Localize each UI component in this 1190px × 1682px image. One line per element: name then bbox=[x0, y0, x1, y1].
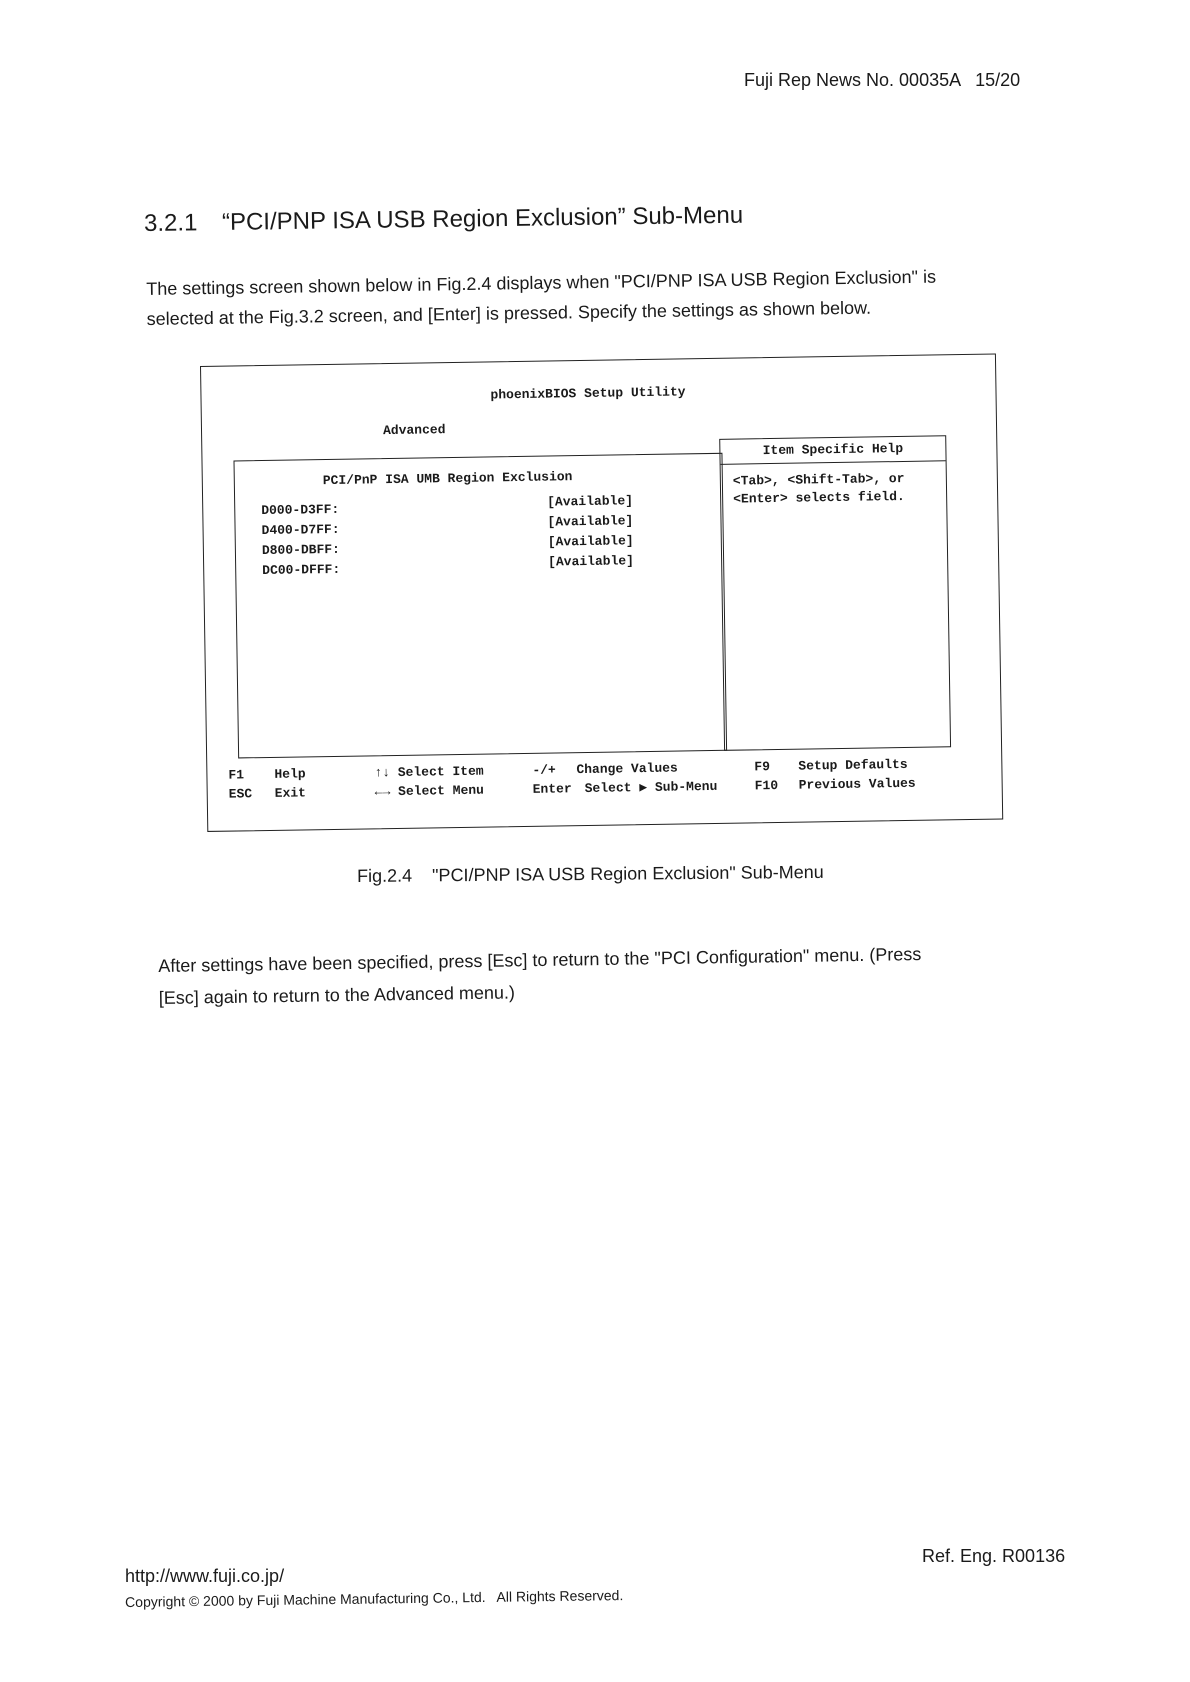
key-f10: F10 bbox=[754, 777, 779, 794]
bios-screen-figure bbox=[200, 353, 1003, 831]
bios-help-panel bbox=[719, 435, 951, 751]
after-line-1: After settings have been specified, press [Esc] to return to the "PCI Configuration" menu. (Press bbox=[158, 944, 922, 976]
key-f1: F1 bbox=[228, 767, 245, 783]
footer-url-link[interactable]: http://www.fuji.co.jp/ bbox=[125, 1566, 285, 1586]
intro-paragraph bbox=[146, 260, 1047, 334]
after-line-2: [Esc] again to return to the Advanced menu.) bbox=[158, 982, 516, 1008]
key-select-menu: ←→ Select Menu bbox=[374, 782, 485, 800]
region-row-label: D800-DBFF: bbox=[261, 541, 341, 559]
key-esc: ESC bbox=[228, 786, 253, 802]
help-panel-title: Item Specific Help bbox=[720, 436, 945, 465]
key-plus-minus-label: Change Values bbox=[576, 760, 678, 778]
figure-caption: Fig.2.4 "PCI/PNP ISA USB Region Exclusion" Sub-Menu bbox=[357, 861, 824, 886]
key-f9-label: Setup Defaults bbox=[798, 756, 908, 774]
region-row-label: DC00-DFFF: bbox=[262, 561, 341, 579]
key-f10-label: Previous Values bbox=[798, 775, 916, 793]
key-f1-label: Help bbox=[274, 766, 306, 782]
section-title: “PCI/PNP ISA USB Region Exclusion” Sub-Menu bbox=[221, 201, 744, 236]
bios-tab-advanced: Advanced bbox=[382, 422, 446, 439]
section-number: 3.2.1 bbox=[143, 209, 198, 237]
footer-copyright: Copyright © 2000 by Fuji Machine Manufacturing Co., Ltd. All Rights Reserved. bbox=[125, 1587, 624, 1610]
region-row-value: [Available] bbox=[547, 533, 634, 550]
region-row-label: D400-D7FF: bbox=[261, 521, 340, 539]
after-paragraph bbox=[158, 936, 1059, 1014]
region-row-value: [Available] bbox=[547, 493, 634, 510]
bios-title: phoenixBIOS Setup Utility bbox=[490, 384, 686, 403]
section-heading bbox=[144, 202, 743, 238]
key-plus-minus: -/+ bbox=[532, 762, 556, 778]
key-enter-label: Select ▶ Sub-Menu bbox=[584, 778, 718, 797]
footer-ref-eng: Ref. Eng. R00136 bbox=[922, 1546, 1066, 1566]
intro-line-1: The settings screen shown below in Fig.2.4 displays when "PCI/PNP ISA USB Region Exclusion" is bbox=[146, 266, 937, 299]
bios-panel-title: PCI/PnP ISA UMB Region Exclusion bbox=[322, 469, 573, 489]
document-header-ref: Fuji Rep News No. 00035A 15/20 bbox=[744, 70, 1021, 90]
region-row-value: [Available] bbox=[547, 513, 634, 530]
region-row-value: [Available] bbox=[548, 553, 635, 570]
key-f9: F9 bbox=[754, 759, 771, 775]
region-row-label: D000-D3FF: bbox=[261, 501, 340, 519]
help-text-line-2: <Enter> selects field. bbox=[733, 488, 905, 507]
key-select-item: ↑↓ Select Item bbox=[374, 763, 484, 781]
intro-line-2: selected at the Fig.3.2 screen, and [Enter] is pressed. Specify the settings as shown below. bbox=[146, 297, 872, 329]
bios-main-panel bbox=[233, 453, 727, 759]
key-enter: Enter bbox=[532, 781, 572, 797]
key-esc-label: Exit bbox=[274, 785, 307, 801]
help-text-line-1: <Tab>, <Shift-Tab>, or bbox=[732, 470, 905, 489]
